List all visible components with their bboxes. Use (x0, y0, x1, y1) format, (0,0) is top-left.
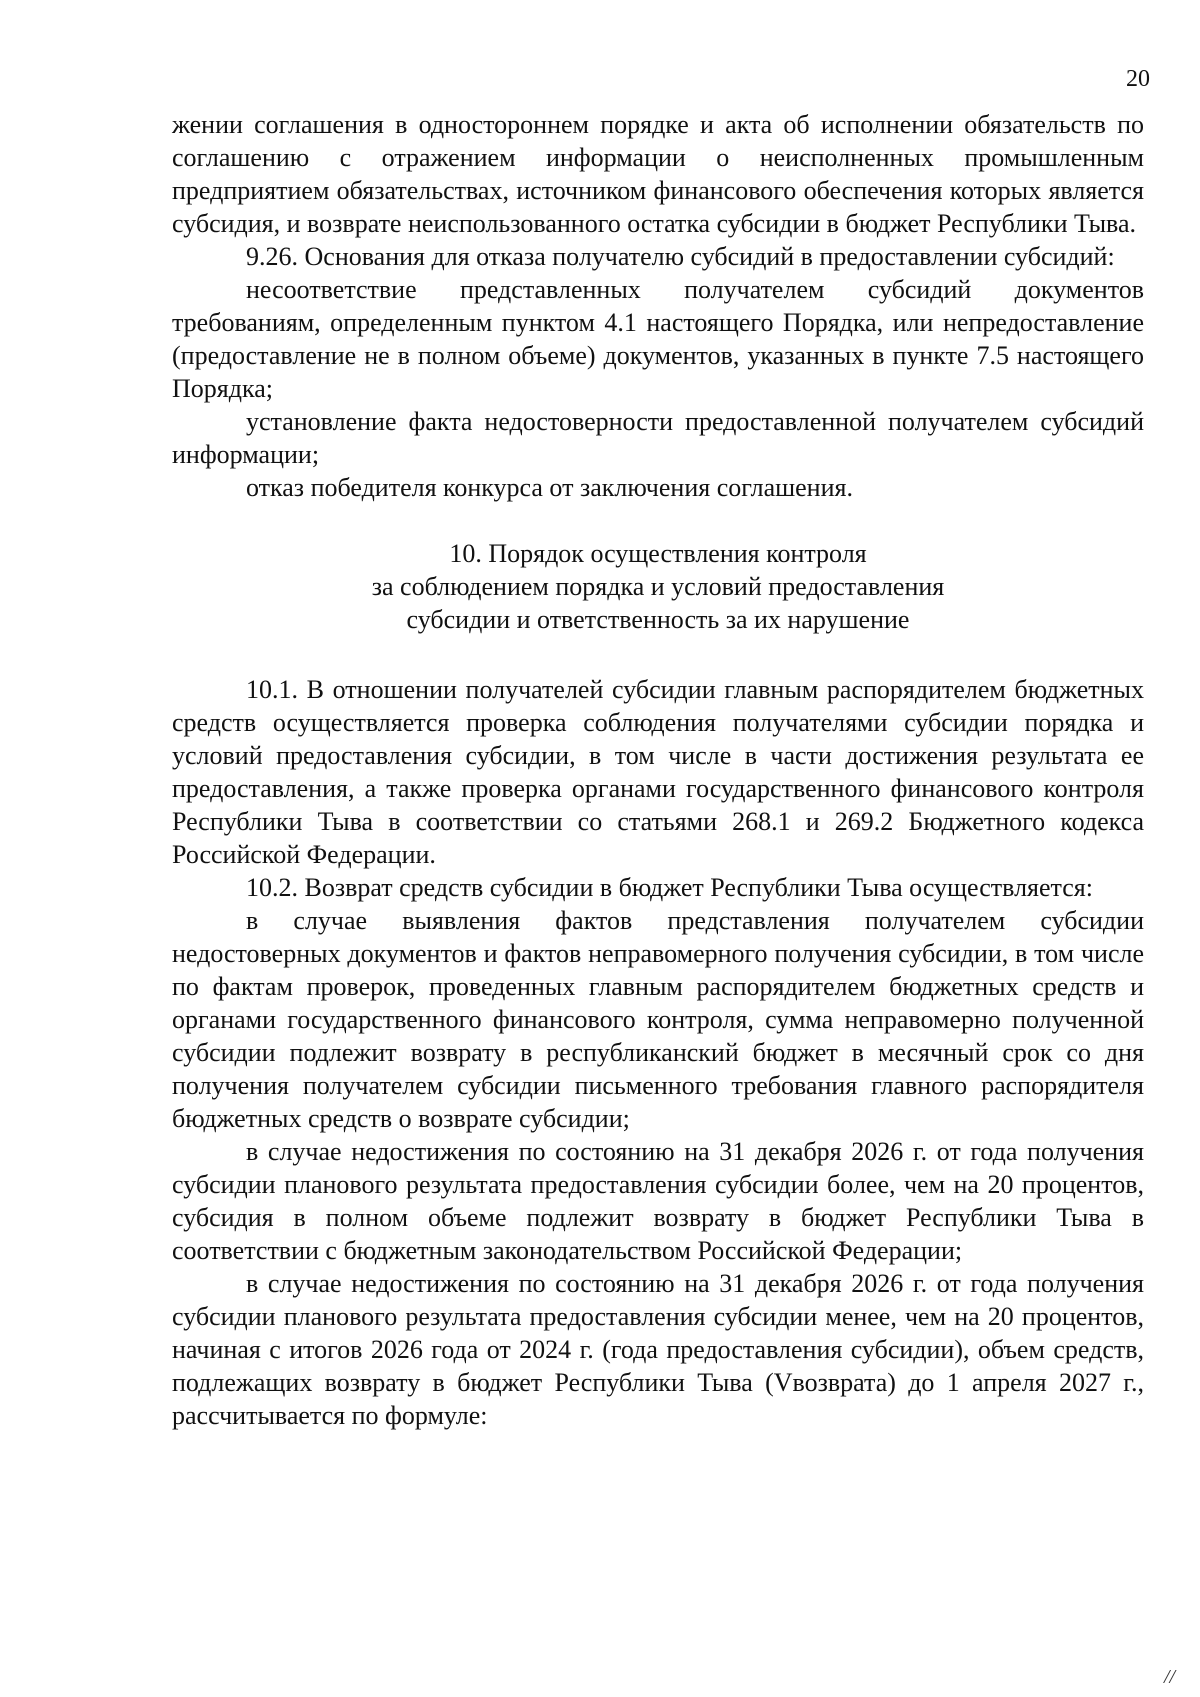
return-case-3: в случае недостижения по состоянию на 31 декабря 2026 г. от года получения субсидии планового результата предоставления субсидии менее, чем на 20 процентов, начиная с итогов 2026 года от 2024 г. (года предоставления субсидии), объем средств, подлежащих возврату в бюджет Республики Тыва (Vвозврата) до 1 апреля 2027 г., рассчитывается по формуле: (172, 1269, 1144, 1430)
refusal-ground-1: несоответствие представленных получателем субсидий документов требованиям, определенным пунктом 4.1 настоящего Порядка, или непредоставление (предоставление не в полном объеме) документов, указанных в пункте 7.5 настоящего Порядка; (172, 275, 1144, 403)
return-case-1: в случае выявления фактов представления получателем субсидии недостоверных документов и фактов неправомерного получения субсидии, в том числе по фактам проверок, проведенных главным распорядителем бюджетных средств и органами государственного финансового контроля, сумма неправомерно полученной субсидии подлежит возврату в республиканский бюджет в месячный срок со дня получения получателем субсидии письменного требования главного распорядителя бюджетных средств о возврате субсидии; (172, 906, 1144, 1133)
document-body (172, 108, 1144, 1432)
section-10-heading-line-1: 10. Порядок осуществления контроля (449, 539, 867, 568)
section-10-heading-line-2: за соблюдением порядка и условий предоставления (371, 572, 945, 601)
refusal-ground-2: установление факта недостоверности предоставленной получателем субсидий информации; (172, 407, 1144, 469)
section-10-heading (172, 537, 1144, 636)
intro-paragraph: жении соглашения в одностороннем порядке и акта об исполнении обязательств по соглашению с отражением информации о неисполненных промышленным предприятием обязательствах, источником финансового обеспечения которых является субсидия, и возврате неиспользованного остатка субсидии в бюджет Республики Тыва. (172, 110, 1144, 238)
paragraph-10-2: 10.2. Возврат средств субсидии в бюджет Республики Тыва осуществляется: (246, 873, 1093, 902)
paragraph-9-26: 9.26. Основания для отказа получателю субсидий в предоставлении субсидий: (246, 242, 1115, 271)
refusal-ground-3: отказ победителя конкурса от заключения соглашения. (246, 473, 853, 502)
return-case-2: в случае недостижения по состоянию на 31 декабря 2026 г. от года получения субсидии планового результата предоставления субсидии более, чем на 20 процентов, субсидия в полном объеме подлежит возврату в бюджет Республики Тыва в соответствии с бюджетным законодательством Российской Федерации; (172, 1137, 1144, 1265)
section-10-heading-line-3: субсидии и ответственность за их нарушение (406, 605, 910, 634)
handwritten-mark: // (1164, 1666, 1176, 1688)
page-number: 20 (1126, 66, 1150, 92)
paragraph-10-1: 10.1. В отношении получателей субсидии главным распорядителем бюджетных средств осуществляется проверка соблюдения получателями субсидии порядка и условий предоставления субсидии, в том числе в части достижения результата ее предоставления, а также проверка органами государственного финансового контроля Республики Тыва в соответствии со статьями 268.1 и 269.2 Бюджетного кодекса Российской Федерации. (172, 675, 1144, 869)
